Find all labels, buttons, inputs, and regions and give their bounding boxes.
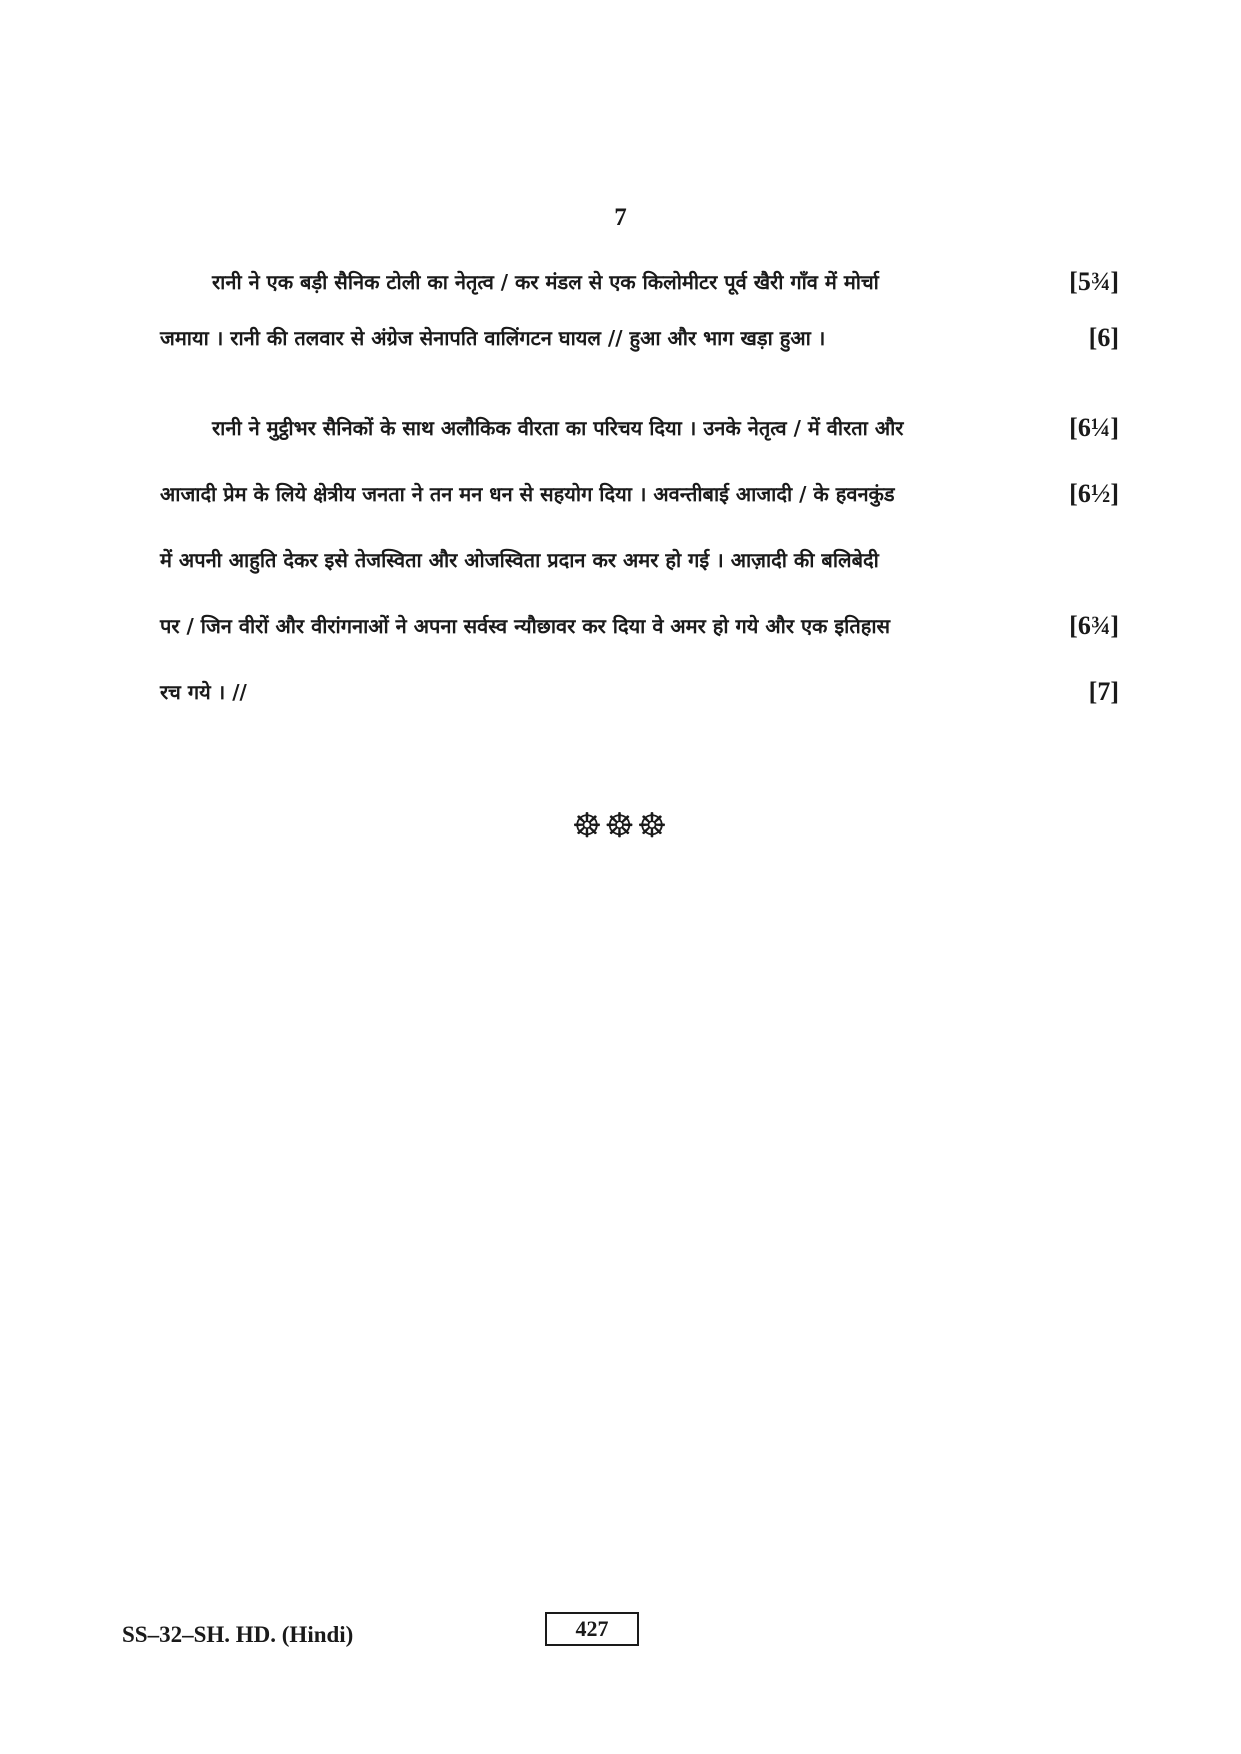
line-text: पर / जिन वीरों और वीरांगनाओं ने अपना सर्वस्व न्यौछावर कर दिया वे अमर हो गये और एक इतिहास bbox=[160, 614, 891, 638]
line-text: में अपनी आहुति देकर इसे तेजस्विता और ओजस्विता प्रदान कर अमर हो गई । आज़ादी की बलिबेदी bbox=[160, 548, 879, 572]
dictation-marker: [7] bbox=[1088, 677, 1119, 706]
dictation-marker: [6¾] bbox=[1069, 611, 1119, 640]
footer-page-number: 427 bbox=[545, 1612, 639, 1646]
dictation-marker: [6½] bbox=[1069, 479, 1119, 508]
page-number: 7 bbox=[614, 204, 627, 231]
text-line bbox=[0, 672, 1241, 712]
line-text: जमाया । रानी की तलवार से अंग्रेज सेनापति वालिंगटन घायल // हुआ और भाग खड़ा हुआ । bbox=[160, 326, 826, 350]
dictation-marker: [6¼] bbox=[1069, 413, 1119, 442]
line-text: रच गये । // bbox=[160, 680, 247, 704]
dictation-marker: [5¾] bbox=[1069, 267, 1119, 296]
line-text: रानी ने एक बड़ी सैनिक टोली का नेतृत्व / कर मंडल से एक किलोमीटर पूर्व खैरी गाँव में मोर्चा bbox=[212, 270, 879, 294]
text-line bbox=[0, 606, 1241, 646]
dictation-marker: [6] bbox=[1088, 323, 1119, 352]
text-line bbox=[0, 474, 1241, 514]
line-text: आजादी प्रेम के लिये क्षेत्रीय जनता ने तन मन धन से सहयोग दिया । अवन्तीबाई आजादी / के हवनकुंड bbox=[160, 482, 895, 506]
footer-paper-code: SS–32–SH. HD. (Hindi) bbox=[122, 1622, 354, 1647]
text-line bbox=[0, 262, 1241, 302]
text-line bbox=[0, 540, 1241, 580]
text-line bbox=[0, 408, 1241, 448]
text-line bbox=[0, 318, 1241, 358]
line-text: रानी ने मुट्ठीभर सैनिकों के साथ अलौकिक वीरता का परिचय दिया । उनके नेतृत्व / में वीरता और bbox=[212, 416, 904, 440]
dharma-wheel-icon: ☸☸☸ bbox=[571, 806, 670, 846]
